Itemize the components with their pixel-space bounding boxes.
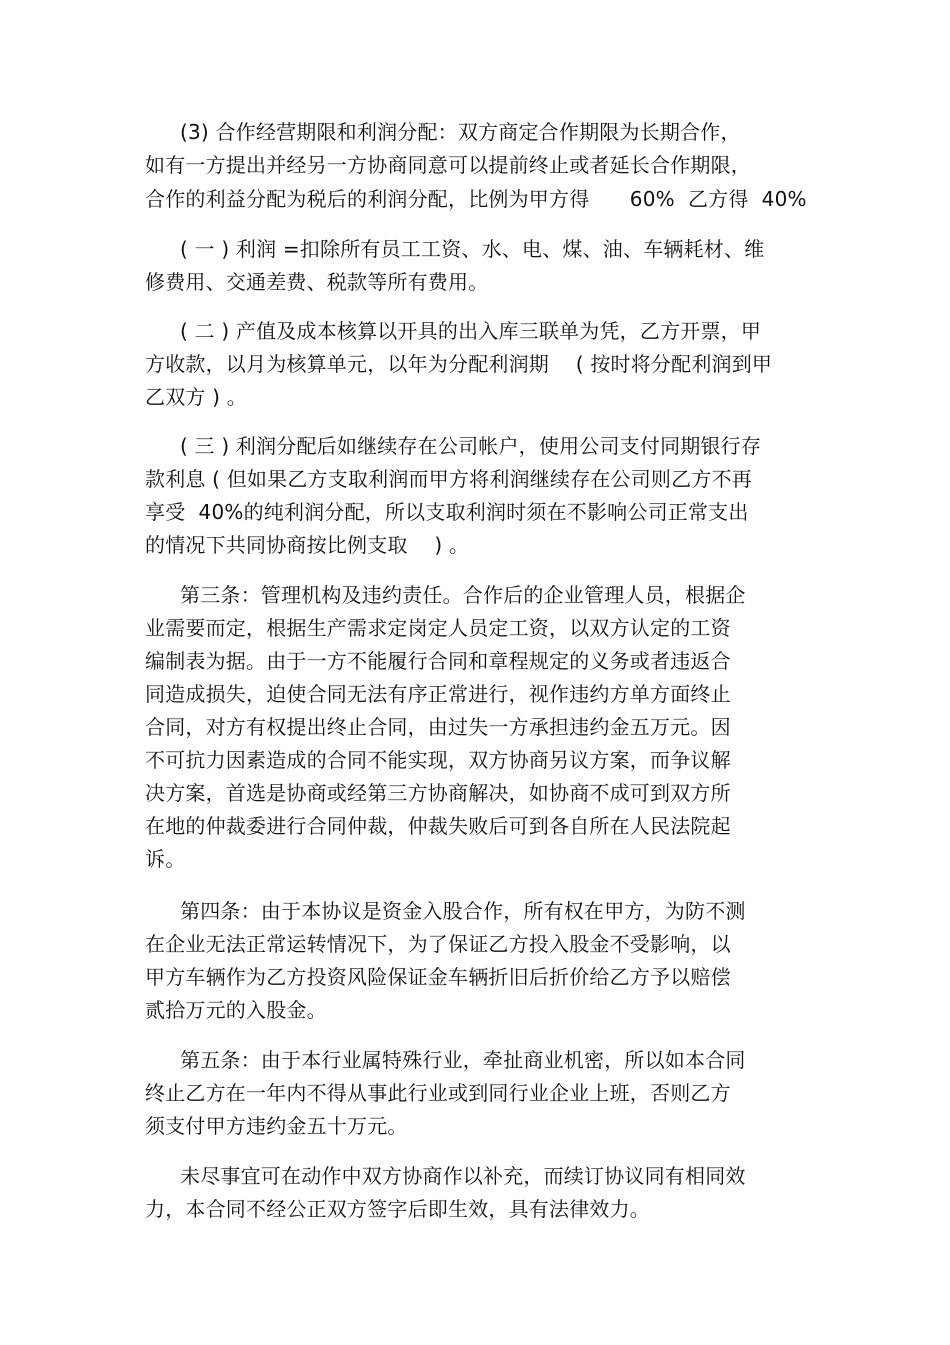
text-line: 须支付甲方违约金五十万元。 [145,1114,408,1138]
text-line: 终止乙方在一年内不得从事此行业或到同行业企业上班，否则乙方 [145,1081,731,1105]
text-line: 的情况下共同协商按比例支取 ) 。 [145,533,470,557]
text-line: 同造成损失，迫使合同无法有序正常进行，视作违约方单方面终止 [145,682,731,706]
text-line: 业需要而定，根据生产需求定岗定人员定工资，以双方认定的工资 [145,616,731,640]
text-line: 决方案，首选是协商或经第三方协商解决，如协商不成可到双方所 [145,781,731,805]
text-line: 修费用、交通差费、税款等所有费用。 [145,270,489,294]
text-line: 合作的利益分配为税后的利润分配，比例为甲方得 60% 乙方得 40% [145,187,807,211]
text-line: 甲方车辆作为乙方投资风险保证金车辆折旧后折价给乙方予以赔偿 [145,965,731,989]
text-line: ( 二 ) 产值及成本核算以开具的出入库三联单为凭，乙方开票，甲 [180,319,762,343]
text-line: 编制表为据。由于一方不能履行合同和章程规定的义务或者违返合 [145,649,731,673]
text-line: 乙双方 ) 。 [145,385,247,409]
text-line: 诉。 [145,847,186,871]
text-line: 享受 40%的纯利润分配，所以支取利润时须在不影响公司正常支出 [145,500,749,524]
text-line: 在地的仲裁委进行合同仲裁，仲裁失败后可到各自所在人民法院起 [145,814,731,838]
text-line: ( 三 ) 利润分配后如继续存在公司帐户，使用公司支付同期银行存 [180,434,762,458]
text-line: 第四条：由于本协议是资金入股合作，所有权在甲方，为防不测 [180,899,746,923]
text-line: 未尽事宜可在动作中双方协商作以补充，而续订协议同有相同效 [180,1164,746,1188]
text-line: 第三条：管理机构及违约责任。合作后的企业管理人员，根据企 [180,583,746,607]
text-line: 如有一方提出并经另一方协商同意可以提前终止或者延长合作期限， [145,153,751,177]
text-line: (3) 合作经营期限和利润分配：双方商定合作期限为长期合作， [180,120,741,144]
text-line: 款利息 ( 但如果乙方支取利润而甲方将利润继续存在公司则乙方不再 [145,467,752,491]
text-line: 第五条：由于本行业属特殊行业，牵扯商业机密，所以如本合同 [180,1048,746,1072]
text-line: ( 一 ) 利润 =扣除所有员工工资、水、电、煤、油、车辆耗材、维 [180,237,765,261]
text-line: 力，本合同不经公正双方签字后即生效，具有法律效力。 [145,1197,650,1221]
text-line: 合同，对方有权提出终止合同，由过失一方承担违约金五万元。因 [145,715,731,739]
text-line: 方收款，以月为核算单元，以年为分配利润期 ( 按时将分配利润到甲 [145,352,773,376]
text-line: 在企业无法正常运转情况下，为了保证乙方投入股金不受影响，以 [145,932,731,956]
text-line: 不可抗力因素造成的合同不能实现，双方协商另议方案，而争议解 [145,748,731,772]
text-line: 贰拾万元的入股金。 [145,998,327,1022]
